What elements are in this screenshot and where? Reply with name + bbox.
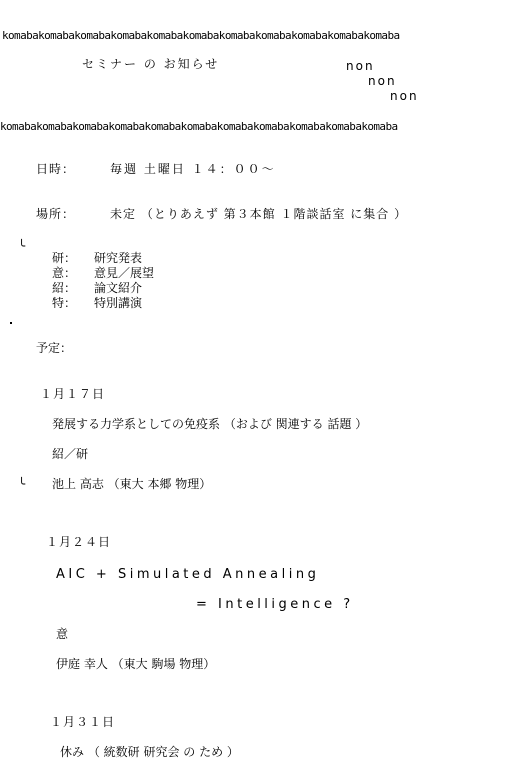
hand-mark: ╰ [18, 477, 26, 491]
entry-type: 紹／研 [52, 447, 89, 461]
entry-date: １月３１日 [50, 715, 116, 729]
hand-mark: ╰ [18, 239, 26, 253]
legend-value: 研究発表 [94, 251, 143, 265]
legend-value: 論文紹介 [94, 281, 143, 295]
entry-note: 休み （ 統数研 研究会 の ため ） [60, 745, 239, 759]
banner-top: komabakomabakomabakomabakomabakomabakomabakomabakomabakomabakomaba [2, 29, 400, 42]
entry-type: 意 [56, 627, 69, 641]
non-text-1: non [346, 59, 375, 73]
entry-date: １月２４日 [46, 535, 112, 549]
legend-key: 意： [52, 266, 77, 280]
entry-title: 発展する力学系としての免疫系 （および 関連する 話題 ） [52, 417, 368, 431]
legend-key: 紹： [52, 281, 77, 295]
entry-speaker: 池上 高志 （東大 本郷 物理） [52, 477, 212, 491]
datetime-value: 毎週 土曜日 １４：００～ [110, 162, 276, 176]
banner-bottom: komabakomabakomabakomabakomabakomabakomabakomabakomabakomabakomaba [0, 120, 398, 133]
entry-date: １月１７日 [40, 387, 106, 401]
legend-value: 特別講演 [94, 296, 143, 310]
legend-value: 意見／展望 [94, 266, 155, 280]
non-text-2: non [368, 74, 397, 88]
legend-key: 特： [52, 296, 77, 310]
entry-title-line2: = Intelligence ? [196, 597, 354, 612]
entry-speaker: 伊庭 幸人 （東大 駒場 物理） [56, 657, 216, 671]
speck [10, 322, 12, 324]
seminar-title: セミナー の お知らせ [82, 57, 220, 71]
place-label: 場所： [36, 207, 76, 221]
legend-key: 研： [52, 251, 77, 265]
place-value: 未定 （とりあえず 第３本館 １階談話室 に集合 ） [110, 207, 408, 221]
schedule-label: 予定： [36, 341, 73, 355]
datetime-label: 日時： [36, 162, 76, 176]
entry-title-line1: AIC + Simulated Annealing [56, 567, 320, 582]
non-text-3: non [390, 89, 419, 103]
